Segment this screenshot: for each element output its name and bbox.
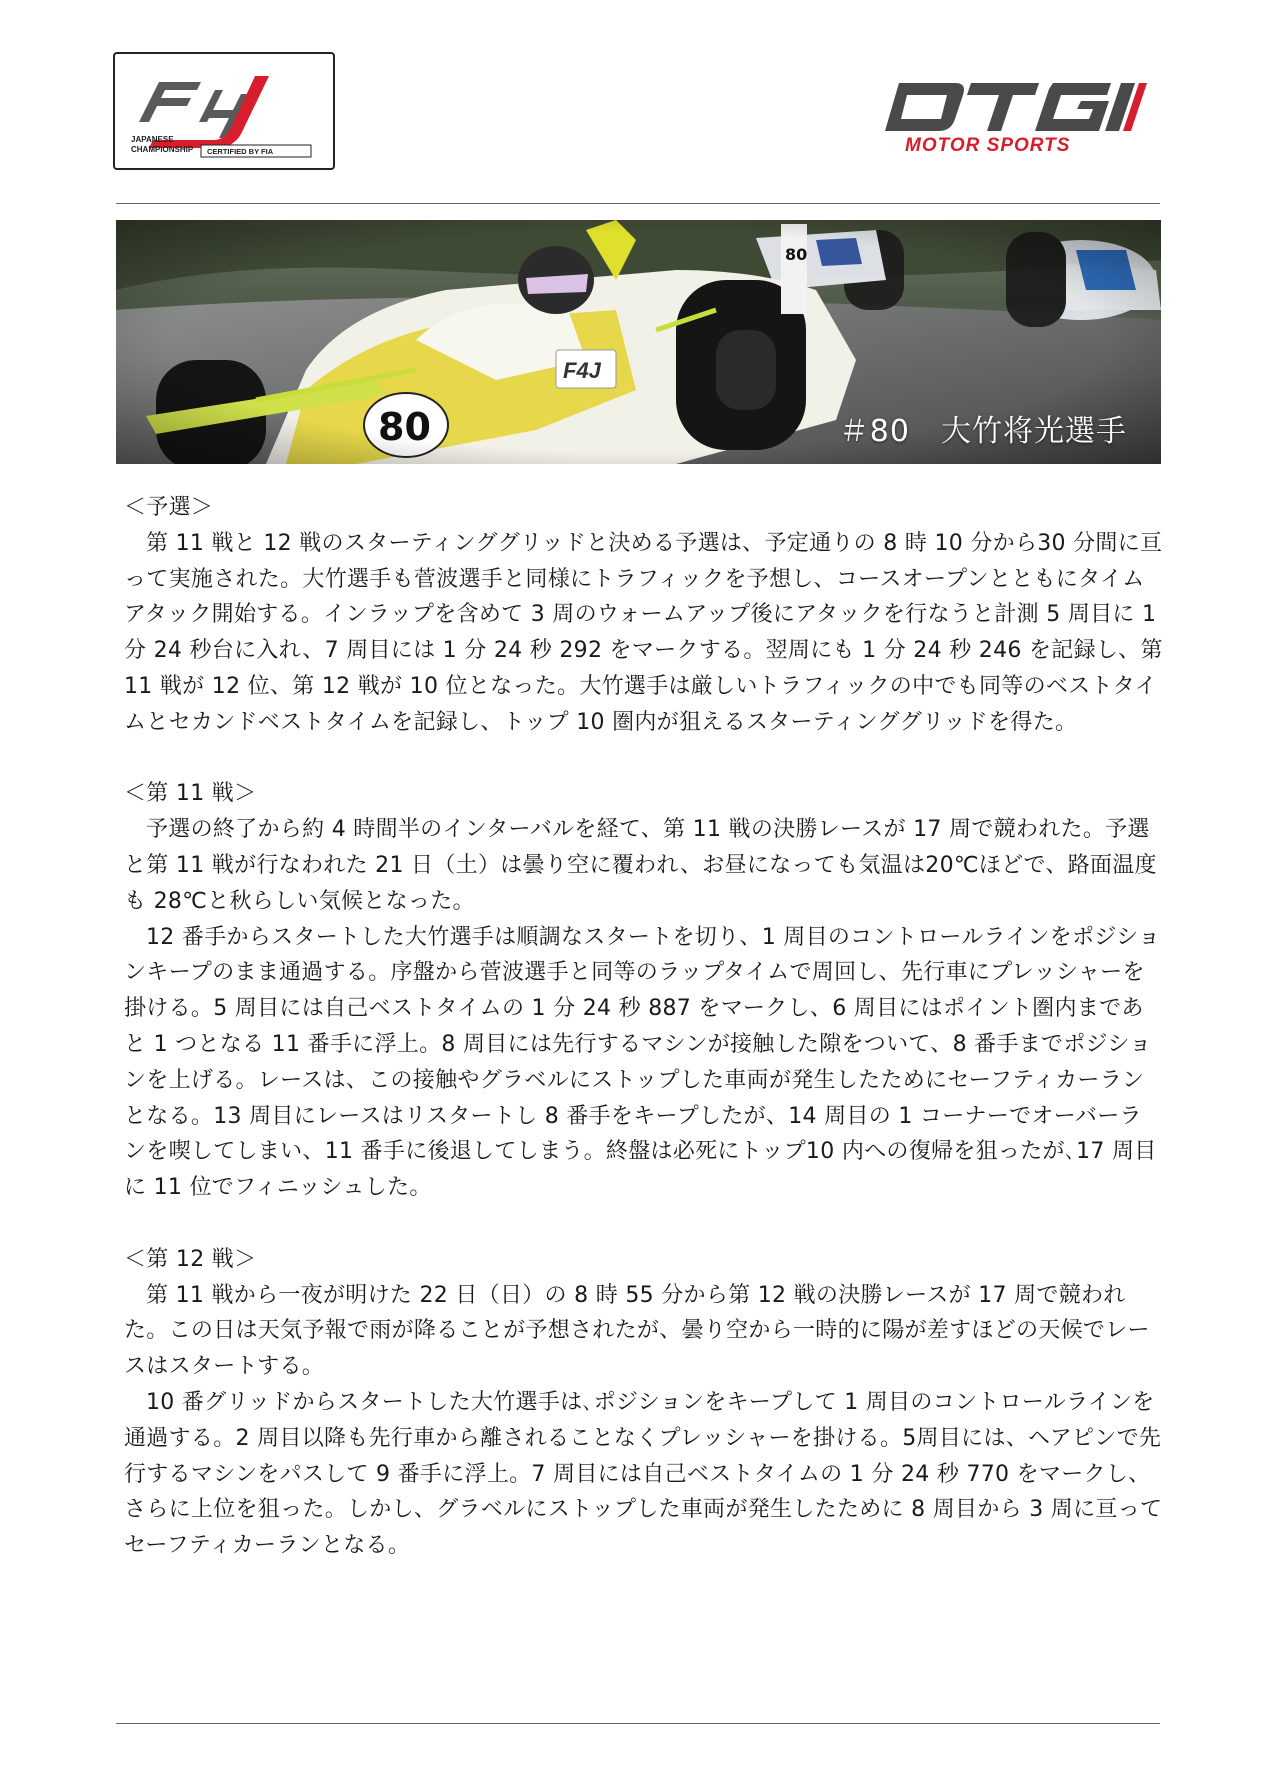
otg-motorsports-logo	[885, 75, 1155, 153]
logo-line1: JAPANESE	[131, 135, 174, 144]
paragraph: 予選の終了から約 4 時間半のインターバルを経て、第 11 戦の決勝レースが 17 周で競われた。予選と第 11 戦が行なわれた 21 日（土）は曇り空に覆われ、お昼になっても気温は20℃ほどで、路面温度も 28℃と秋らしい気候となった。	[124, 817, 1157, 914]
article-body	[124, 490, 1164, 1564]
paragraph: 第 11 戦から一夜が明けた 22 日（日）の 8 時 55 分から第 12 戦の決勝レースが 17 周で競われた。この日は天気予報で雨が降ることが予想されたが、曇り空から一時的に陽が差すほどの天候でレースはスタートする。	[124, 1282, 1150, 1380]
f4-championship-logo	[113, 52, 335, 170]
logo-line2: CHAMPIONSHIP	[131, 145, 194, 154]
section-heading-qualifying: ＜予選＞	[124, 495, 214, 520]
footer-divider	[116, 1723, 1160, 1724]
section-heading-race11: ＜第 11 戦＞	[124, 781, 257, 807]
header-divider	[116, 203, 1160, 204]
hero-photo	[116, 220, 1161, 464]
hero-caption: ＃80 大竹将光選手	[838, 414, 1127, 449]
paragraph: 第 11 戦と 12 戦のスターティンググリッドと決める予選は、予定通りの 8 時 10 分から30 分間に亘って実施された。大竹選手も菅波選手と同様にトラフィックを予想し、コースオープンとともにタイムアタック開始する。インラップを含めて 3 周のウォームアップ後にアタックを行なうと計測 5 周目に 1 分 24 秒台に入れ、7 周目には 1 分 24 秒 292 をマークする。翌周にも 1 分 24 秒 246 を記録し、第 11 戦が 12 位、第 12 戦が 10 位となった。大竹選手は厳しいトラフィックの中でも同等のベストタイムとセカンドベストタイムを記録し、トップ 10 圏内が狙えるスターティンググリッドを得た。	[124, 530, 1163, 735]
logo-sub: MOTOR SPORTS	[905, 135, 1071, 153]
section-heading-race12: ＜第 12 戦＞	[124, 1246, 257, 1272]
logo-certified: CERTIFIED BY FIA	[207, 147, 274, 156]
paragraph: 10 番グリッドからスタートした大竹選手は､ポジションをキープして 1 周目のコントロールラインを通過する。2 周目以降も先行車から離されることなくプレッシャーを掛ける。5周目には、ヘアピンで先行するマシンをパスして 9 番手に浮上。7 周目には自己ベストタイムの 1 分 24 秒 770 をマークし、さらに上位を狙った。しかし、グラベルにストップした車両が発生したために 8 周目から 3 周に亘ってセーフティカーランとなる。	[124, 1389, 1163, 1559]
paragraph: 12 番手からスタートした大竹選手は順調なスタートを切り、1 周目のコントロールラインをポジションキープのまま通過する。序盤から菅波選手と同等のラップタイムで周回し、先行車にプレッシャーを掛ける。5 周目には自己ベストタイムの 1 分 24 秒 887 をマークし、6 周目にはポイント圏内まであと 1 つとなる 11 番手に浮上。8 周目には先行するマシンが接触した隙をついて、8 番手までポジションを上げる。レースは、この接触やグラベルにストップした車両が発生したためにセーフティカーランとなる。13 周目にレースはリスタートし 8 番手をキープしたが、14 周目の 1 コーナーでオーバーランを喫してしまい、11 番手に後退してしまう。終盤は必死にトップ10 内への復帰を狙ったが､17 周目に 11 位でフィニッシュした。	[124, 924, 1161, 1201]
